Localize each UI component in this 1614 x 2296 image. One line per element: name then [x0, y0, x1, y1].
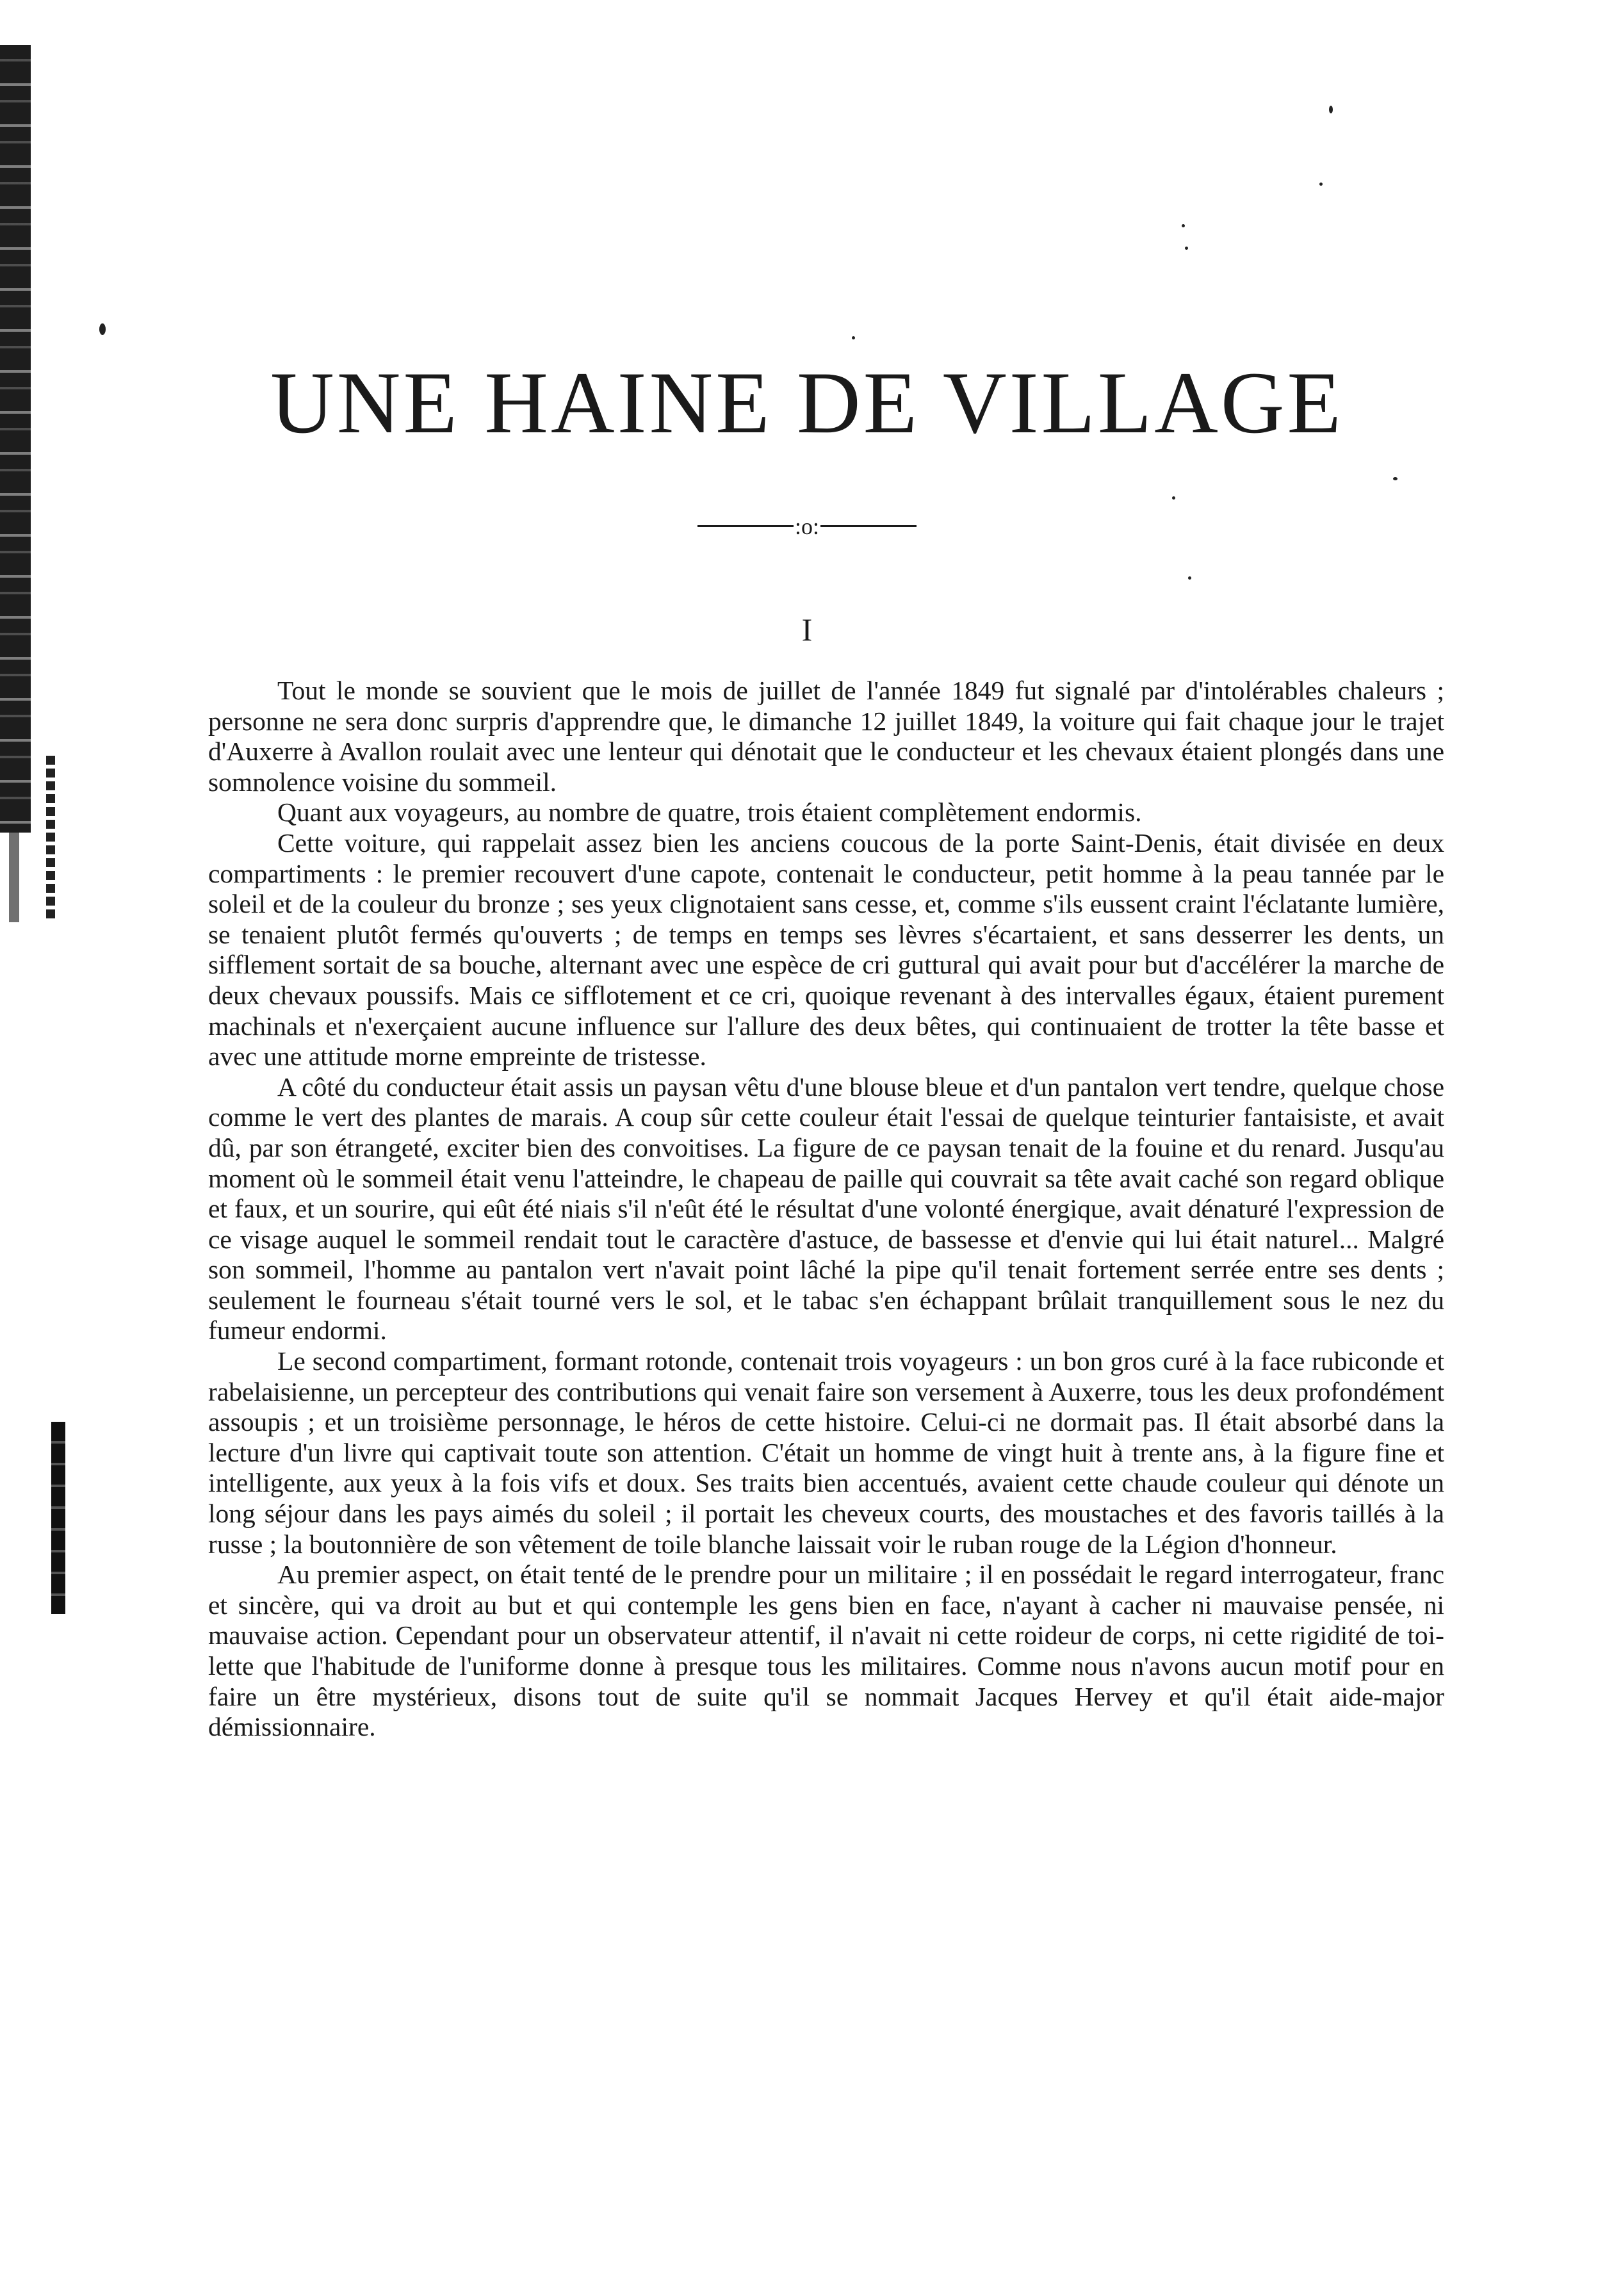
scan-speck — [852, 336, 855, 339]
binding-edge-shadow — [9, 833, 19, 922]
scan-speck — [1185, 247, 1188, 250]
body-text — [208, 676, 1444, 1743]
scan-speck — [1319, 183, 1323, 186]
page-title: UNE HAINE DE VILLAGE — [270, 354, 1344, 452]
chapter-number: I — [801, 612, 813, 647]
separator-rule-left — [697, 525, 794, 527]
paragraph: Cette voiture, qui rappelait assez bien les anciens coucous de la porte Saint-Denis, était divisée en deux compartiments : le premier recouvert d'une capote, contenait le conducteur, petit homme à la peau tannée par le soleil et de la couleur du bronze ; ses yeux clignotaient sans cesse, et, comme s'ils eussent craint l'éclatante lumière, se tenaient plutôt fermés qu'ouverts ; de temps en temps ses lèvres s'écartaient, et sans desserrer les dents, un sifflement sortait de sa bouche, alternant avec une espèce de cri guttural qui avait pour but d'accélérer la marche de deux chevaux poussifs. Mais ce sifflotement et ce cri, quoique revenant à des intervalles égaux, étaient purement machinals et n'exerçaient aucune influence sur l'allure des deux bêtes, qui continuaient de trotter la tête basse et avec une attitude morne empreinte de tristesse. — [208, 827, 1444, 1071]
scan-speck — [99, 323, 106, 335]
paragraph: Le second compartiment, formant rotonde, contenait trois voyageurs : un bon gros curé à la face rubiconde et rabelaisienne, un percepteur des contributions qui venait faire son versement à Auxerre, tous les deux profondément assoupis ; et un troisième personnage, le héros de cette histoire. Celui-ci ne dormait pas. Il était absorbé dans la lecture d'un livre qui captivait toute son attention. C'était un homme de vingt huit à trente ans, à la figure fine et intelligente, aux yeux à la fois vifs et doux. Ses traits bien accentués, avaient cette chaude couleur qui dénote un long séjour dans les pays aimés du soleil ; il portait les cheveux courts, des moustaches et des favoris taillés à la russe ; la boutonnière de son vêtement de toile blanche laissait voir le ruban rouge de la Légion d'honneur. — [208, 1346, 1444, 1559]
title-separator — [0, 511, 1614, 539]
scan-speck — [1172, 496, 1175, 500]
scan-artifact — [46, 756, 55, 922]
scan-speck — [1329, 106, 1333, 113]
scan-speck — [1393, 477, 1398, 480]
scan-artifact — [51, 1422, 65, 1614]
separator-ornament: :o: — [794, 513, 819, 539]
paragraph: Quant aux voyageurs, au nombre de quatre, trois étaient complètement endormis. — [277, 797, 1142, 827]
scan-speck — [1182, 224, 1185, 227]
paragraph: A côté du conducteur était assis un paysan vêtu d'une blouse bleue et d'un pantalon vert tendre, quelque chose comme le vert des plantes de marais. A coup sûr cette couleur était l'essai de quelque teinturier fantaisiste, et avait dû, par son étrangeté, exciter bien des convoitises. La figure de ce paysan tenait de la fouine et du renard. Jusqu'au moment où le sommeil était venu l'atteindre, le chapeau de paille qui couvrait sa tête avait caché son regard oblique et faux, et un sourire, qui eût été niais s'il n'eût été le résultat d'une volonté énergique, avait dénaturé l'expression de ce visage auquel le sommeil rendait tout le caractère d'astuce, de bassesse et d'envie qui lui était naturel... Malgré son sommeil, l'homme au pantalon vert n'avait point lâché la pipe qu'il tenait fortement serrée entre ses dents ; seulement le fourneau s'était tourné vers le sol, et le tabac s'en échappant brûlait tranquillement sous le nez du fumeur endormi. — [208, 1071, 1444, 1346]
scan-speck — [1188, 576, 1191, 580]
paragraph: Au premier aspect, on était tenté de le prendre pour un militaire ; il en possédait le regard interrogateur, franc et sincère, qui va droit au but et qui contemple les gens bien en face, n'ayant à cacher ni mauvaise pensée, ni mauvaise action. Cependant pour un observateur attentif, il n'avait ni cette roideur de corps, ni cette rigidité de toilette que l'habitude de l'uniforme donne à presque tous les militaires. Comme nous n'avons aucun motif pour en faire un être mystérieux, disons tout de suite qu'il se nommait Jacques Hervey et qu'il était aide-major démissionnaire. — [208, 1559, 1444, 1742]
paragraph: Tout le monde se souvient que le mois de juillet de l'année 1849 fut signalé par d'intolérables chaleurs ; personne ne sera donc surpris d'apprendre que, le dimanche 12 juillet 1849, la voiture qui fait chaque jour le trajet d'Auxerre à Avallon roulait avec une lenteur qui dénotait que le conducteur et les chevaux étaient plongés dans une somnolence voisine du sommeil. — [208, 676, 1444, 797]
separator-rule-right — [820, 525, 917, 527]
